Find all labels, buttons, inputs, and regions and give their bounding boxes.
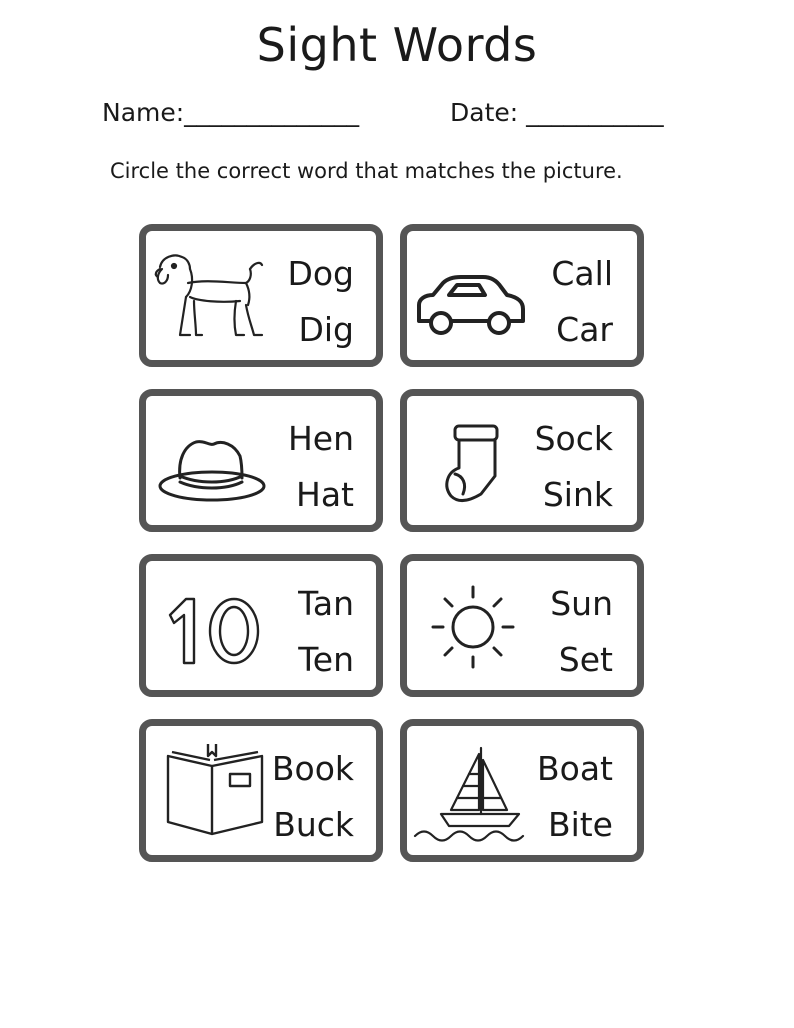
page-title: Sight Words — [256, 18, 538, 72]
date-field[interactable]: Date: ___________ — [450, 98, 664, 127]
word-option[interactable]: Hen — [287, 419, 354, 458]
word-option[interactable]: Sink — [542, 475, 613, 514]
word-option[interactable]: Car — [556, 310, 613, 349]
word-option[interactable]: Hat — [296, 475, 354, 514]
word-card-boat — [400, 719, 644, 862]
word-option[interactable]: Sun — [550, 584, 613, 623]
word-option[interactable]: Bite — [547, 805, 613, 844]
word-card-dog — [139, 224, 383, 367]
name-field[interactable]: Name:______________ — [102, 98, 360, 127]
word-card-grid — [139, 224, 641, 862]
word-card-ten — [139, 554, 383, 697]
word-option[interactable]: Buck — [273, 805, 354, 844]
word-card-sun — [400, 554, 644, 697]
instructions: Circle the correct word that matches the picture. — [110, 159, 623, 183]
word-option[interactable]: Call — [551, 254, 613, 293]
word-option[interactable]: Book — [271, 749, 354, 788]
word-card-sock — [400, 389, 644, 532]
word-option[interactable]: Ten — [298, 640, 354, 679]
word-option[interactable]: Tan — [298, 584, 354, 623]
word-option[interactable]: Sock — [534, 419, 613, 458]
word-option[interactable]: Set — [558, 640, 613, 679]
word-card-book — [139, 719, 383, 862]
word-option[interactable]: Dog — [287, 254, 354, 293]
word-card-hat — [139, 389, 383, 532]
word-option[interactable]: Boat — [537, 749, 613, 788]
word-card-car — [400, 224, 644, 367]
word-option[interactable]: Dig — [298, 310, 354, 349]
